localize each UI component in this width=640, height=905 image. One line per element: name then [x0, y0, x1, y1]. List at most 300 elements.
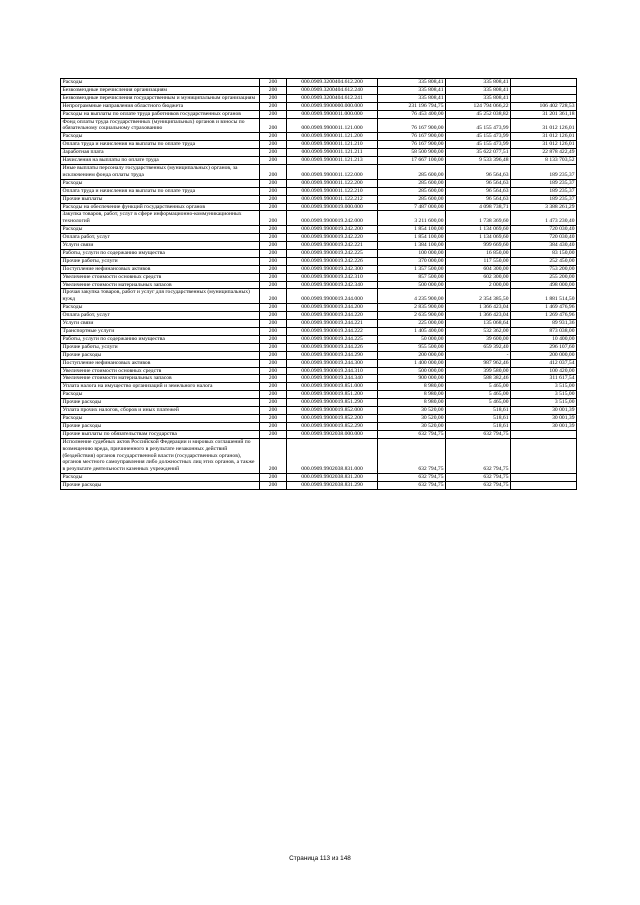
row-approved-cell: 285 600,00: [378, 179, 446, 187]
row-approved-cell: 200 000,00: [378, 351, 446, 359]
row-code-cell: 200: [260, 438, 287, 474]
row-approved-cell: 1 854 100,00: [378, 226, 446, 234]
row-approved-cell: 632 794,75: [378, 482, 446, 490]
row-remaining-cell: 189 235,37: [511, 179, 577, 187]
row-remaining-cell: [511, 474, 577, 482]
row-name-cell: Иные выплаты персоналу государственных (муниципальных) органов, за исключением фонда оплаты труда: [61, 164, 260, 179]
row-classification-cell: 000.0909.9900019.242.300: [287, 265, 378, 273]
row-classification-cell: 000.0909.9900019.851.290: [287, 399, 378, 407]
row-remaining-cell: 10 400,00: [511, 335, 577, 343]
row-name-cell: Прочие расходы: [61, 351, 260, 359]
row-code-cell: 200: [260, 79, 287, 87]
row-name-cell: Фонд оплаты труда государственных (муниципальных) органов и взносы по обязательному социальному страхованию: [61, 118, 260, 133]
table-row: [61, 257, 577, 265]
row-executed-cell: 335 808,41: [446, 86, 511, 94]
row-remaining-cell: 296 107,60: [511, 343, 577, 351]
row-approved-cell: 30 520,00: [378, 414, 446, 422]
row-executed-cell: 35 622 077,51: [446, 149, 511, 157]
row-remaining-cell: 100 420,00: [511, 367, 577, 375]
row-executed-cell: 96 564,63: [446, 179, 511, 187]
table-row: [61, 157, 577, 165]
table-row: [61, 226, 577, 234]
table-row: [61, 133, 577, 141]
row-approved-cell: 632 794,75: [378, 438, 446, 474]
row-approved-cell: 4 235 900,00: [378, 289, 446, 304]
row-executed-cell: 632 794,75: [446, 430, 511, 438]
row-classification-cell: 000.0909.9900019.242.226: [287, 257, 378, 265]
row-approved-cell: 955 500,00: [378, 343, 446, 351]
table-row: [61, 328, 577, 336]
row-name-cell: Расходы: [61, 414, 260, 422]
table-row: [61, 94, 577, 102]
row-approved-cell: 285 600,00: [378, 187, 446, 195]
row-name-cell: Поступление нефинансовых активов: [61, 359, 260, 367]
table-row: [61, 335, 577, 343]
table-row: [61, 359, 577, 367]
table-row: [61, 102, 577, 110]
row-classification-cell: 000.0909.9900019.242.200: [287, 226, 378, 234]
budget-table: [60, 78, 577, 490]
row-name-cell: Начисления на выплаты по оплате труда: [61, 157, 260, 165]
row-executed-cell: 659 392,40: [446, 343, 511, 351]
row-remaining-cell: 30 001,39: [511, 414, 577, 422]
row-classification-cell: 000.0909.9900019.244.221: [287, 320, 378, 328]
row-approved-cell: 500 000,00: [378, 367, 446, 375]
row-approved-cell: 17 667 100,00: [378, 157, 446, 165]
row-code-cell: 200: [260, 234, 287, 242]
row-executed-cell: 1 738 369,60: [446, 211, 511, 226]
row-approved-cell: 285 600,00: [378, 164, 446, 179]
row-name-cell: Работы, услуги по содержанию имущества: [61, 249, 260, 257]
row-executed-cell: 604 300,00: [446, 265, 511, 273]
row-name-cell: Транспортные услуги: [61, 328, 260, 336]
row-code-cell: 200: [260, 482, 287, 490]
row-code-cell: 200: [260, 141, 287, 149]
row-remaining-cell: 31 012 126,01: [511, 141, 577, 149]
row-code-cell: 200: [260, 281, 287, 289]
row-classification-cell: 000.0909.9900019.244.220: [287, 312, 378, 320]
table-row: [61, 391, 577, 399]
row-executed-cell: 399 580,00: [446, 367, 511, 375]
row-classification-cell: 000.0909.9902038.831.000: [287, 438, 378, 474]
table-row: [61, 187, 577, 195]
table-row: [61, 149, 577, 157]
row-approved-cell: 2 635 900,00: [378, 312, 446, 320]
row-classification-cell: 000.0909.9900019.242.000: [287, 211, 378, 226]
row-code-cell: 200: [260, 328, 287, 336]
row-code-cell: 200: [260, 359, 287, 367]
row-classification-cell: 000.0909.9900019.852.290: [287, 422, 378, 430]
row-classification-cell: 000.0909.9900011.122.000: [287, 164, 378, 179]
table-row: [61, 343, 577, 351]
row-executed-cell: 518,61: [446, 407, 511, 415]
row-executed-cell: 602 300,00: [446, 273, 511, 281]
row-approved-cell: 231 196 794,75: [378, 102, 446, 110]
row-name-cell: Услуги связи: [61, 242, 260, 250]
row-remaining-cell: [511, 86, 577, 94]
row-classification-cell: 000.0909.9900019.244.300: [287, 359, 378, 367]
row-classification-cell: 000.0909.9900019.242.221: [287, 242, 378, 250]
row-executed-cell: 45 155 473,99: [446, 141, 511, 149]
row-code-cell: 200: [260, 102, 287, 110]
row-name-cell: Прочие расходы: [61, 482, 260, 490]
row-code-cell: 200: [260, 335, 287, 343]
row-name-cell: Услуги связи: [61, 320, 260, 328]
row-code-cell: 200: [260, 399, 287, 407]
row-name-cell: Увеличение стоимости основных средств: [61, 367, 260, 375]
row-remaining-cell: 1 469 476,96: [511, 304, 577, 312]
row-approved-cell: 58 500 900,00: [378, 149, 446, 157]
row-remaining-cell: 3 515,00: [511, 383, 577, 391]
row-code-cell: 200: [260, 187, 287, 195]
row-name-cell: Непрограммные направления областного бюджета: [61, 102, 260, 110]
table-row: [61, 312, 577, 320]
row-classification-cell: 000.0909.9900019.244.225: [287, 335, 378, 343]
row-executed-cell: 632 794,75: [446, 474, 511, 482]
row-approved-cell: 285 600,00: [378, 195, 446, 203]
row-code-cell: 200: [260, 257, 287, 265]
row-remaining-cell: 412 037,54: [511, 359, 577, 367]
row-approved-cell: 76 167 900,00: [378, 133, 446, 141]
table-row: [61, 289, 577, 304]
row-name-cell: Увеличение стоимости материальных запасов: [61, 375, 260, 383]
row-executed-cell: 1 366 423,04: [446, 312, 511, 320]
row-remaining-cell: [511, 438, 577, 474]
row-executed-cell: 9 533 396,48: [446, 157, 511, 165]
row-approved-cell: 500 000,00: [378, 281, 446, 289]
row-name-cell: Поступление нефинансовых активов: [61, 265, 260, 273]
row-approved-cell: 370 000,00: [378, 257, 446, 265]
table-row: [61, 430, 577, 438]
row-remaining-cell: 3 388 261,29: [511, 203, 577, 211]
row-approved-cell: 1 854 100,00: [378, 234, 446, 242]
row-approved-cell: 7 487 000,00: [378, 203, 446, 211]
row-executed-cell: 632 794,75: [446, 438, 511, 474]
table-row: [61, 110, 577, 118]
row-remaining-cell: 30 001,39: [511, 422, 577, 430]
table-row: [61, 438, 577, 474]
row-classification-cell: 000.0909.9900019.244.310: [287, 367, 378, 375]
row-approved-cell: 225 000,00: [378, 320, 446, 328]
row-code-cell: 200: [260, 94, 287, 102]
row-approved-cell: 632 794,75: [378, 474, 446, 482]
row-executed-cell: 96 564,63: [446, 164, 511, 179]
row-approved-cell: 30 520,00: [378, 422, 446, 430]
row-approved-cell: 76 167 900,00: [378, 141, 446, 149]
row-executed-cell: 45 155 473,99: [446, 133, 511, 141]
table-row: [61, 367, 577, 375]
row-remaining-cell: 873 038,00: [511, 328, 577, 336]
row-remaining-cell: 189 235,37: [511, 164, 577, 179]
row-classification-cell: 000.0909.9900019.852.000: [287, 407, 378, 415]
row-code-cell: 200: [260, 391, 287, 399]
row-executed-cell: 1 134 069,60: [446, 234, 511, 242]
row-executed-cell: 117 550,00: [446, 257, 511, 265]
row-approved-cell: 100 000,00: [378, 249, 446, 257]
table-row: [61, 399, 577, 407]
table-row: [61, 179, 577, 187]
row-approved-cell: 8 980,00: [378, 399, 446, 407]
row-approved-cell: 857 500,00: [378, 273, 446, 281]
row-name-cell: Прочие выплаты по обязательствам государства: [61, 430, 260, 438]
row-name-cell: Прочие расходы: [61, 399, 260, 407]
row-remaining-cell: 3 515,00: [511, 391, 577, 399]
row-executed-cell: 135 068,64: [446, 320, 511, 328]
row-executed-cell: 335 808,41: [446, 79, 511, 87]
row-executed-cell: 5 465,00: [446, 399, 511, 407]
row-remaining-cell: 31 201 361,18: [511, 110, 577, 118]
row-code-cell: 200: [260, 304, 287, 312]
row-name-cell: Увеличение стоимости материальных запасов: [61, 281, 260, 289]
table-row: [61, 164, 577, 179]
row-code-cell: 200: [260, 149, 287, 157]
row-remaining-cell: 753 200,00: [511, 265, 577, 273]
row-approved-cell: 335 808,41: [378, 94, 446, 102]
row-name-cell: Уплата налога на имущество организаций и земельного налога: [61, 383, 260, 391]
row-name-cell: Работы, услуги по содержанию имущества: [61, 335, 260, 343]
row-code-cell: 200: [260, 407, 287, 415]
row-classification-cell: 000.0909.3200404.612.241: [287, 94, 378, 102]
row-remaining-cell: [511, 79, 577, 87]
row-classification-cell: 000.0909.9900011.122.210: [287, 187, 378, 195]
row-classification-cell: 000.0909.9900019.242.225: [287, 249, 378, 257]
row-code-cell: 200: [260, 265, 287, 273]
row-executed-cell: 588 382,46: [446, 375, 511, 383]
row-name-cell: Прочие работы, услуги: [61, 257, 260, 265]
row-remaining-cell: 498 000,00: [511, 281, 577, 289]
row-executed-cell: 96 564,63: [446, 187, 511, 195]
row-name-cell: Оплата работ, услуг: [61, 312, 260, 320]
row-classification-cell: 000.0909.9900019.244.226: [287, 343, 378, 351]
table-row: [61, 141, 577, 149]
row-executed-cell: 45 252 038,82: [446, 110, 511, 118]
row-remaining-cell: 8 133 703,52: [511, 157, 577, 165]
row-classification-cell: 000.0909.9900011.121.210: [287, 141, 378, 149]
row-name-cell: Расходы на выплаты по оплате труда работников государственных органов: [61, 110, 260, 118]
row-code-cell: 200: [260, 289, 287, 304]
row-code-cell: 200: [260, 179, 287, 187]
row-approved-cell: 76 453 400,00: [378, 110, 446, 118]
row-classification-cell: 000.0909.3200404.612.240: [287, 86, 378, 94]
row-remaining-cell: 31 012 126,01: [511, 118, 577, 133]
row-remaining-cell: 89 931,36: [511, 320, 577, 328]
row-remaining-cell: 22 878 422,49: [511, 149, 577, 157]
row-classification-cell: 000.0909.9900019.242.220: [287, 234, 378, 242]
row-name-cell: Оплата труда и начисления на выплаты по оплате труда: [61, 187, 260, 195]
row-approved-cell: 1 405 400,00: [378, 328, 446, 336]
row-approved-cell: 900 000,00: [378, 375, 446, 383]
row-classification-cell: 000.0909.9900019.244.222: [287, 328, 378, 336]
row-name-cell: Прочие работы, услуги: [61, 343, 260, 351]
row-name-cell: Уплата прочих налогов, сборов и иных платежей: [61, 407, 260, 415]
row-name-cell: Закупка товаров, работ, услуг в сфере информационно-коммуникационных технологий: [61, 211, 260, 226]
table-row: [61, 351, 577, 359]
row-approved-cell: 335 808,41: [378, 86, 446, 94]
row-code-cell: 200: [260, 242, 287, 250]
row-approved-cell: 50 000,00: [378, 335, 446, 343]
row-name-cell: Расходы: [61, 79, 260, 87]
row-code-cell: 200: [260, 312, 287, 320]
row-remaining-cell: 384 430,40: [511, 242, 577, 250]
row-classification-cell: 000.0909.9900011.121.211: [287, 149, 378, 157]
row-executed-cell: 39 600,00: [446, 335, 511, 343]
row-remaining-cell: 31 012 126,01: [511, 133, 577, 141]
row-classification-cell: 000.0909.9900019.244.290: [287, 351, 378, 359]
row-classification-cell: 000.0909.3200404.612.200: [287, 79, 378, 87]
table-row: [61, 203, 577, 211]
table-row: [61, 422, 577, 430]
row-code-cell: 200: [260, 343, 287, 351]
row-approved-cell: 335 808,41: [378, 79, 446, 87]
row-name-cell: Исполнение судебных актов Российской Федерации и мировых соглашений по возмещению вреда, причиненного в результате незаконных действий (бездействия) органов государственной власти (государственных органов), органов местного самоуправления либо должностных лиц этих органов, а также в результате деятельности казенных учреждений: [61, 438, 260, 474]
row-classification-cell: 000.0909.9900019.242.310: [287, 273, 378, 281]
row-name-cell: Прочие выплаты: [61, 195, 260, 203]
row-remaining-cell: [511, 94, 577, 102]
row-executed-cell: 2 000,00: [446, 281, 511, 289]
row-code-cell: 200: [260, 195, 287, 203]
table-row: [61, 249, 577, 257]
row-code-cell: 200: [260, 375, 287, 383]
row-code-cell: 200: [260, 320, 287, 328]
table-row: [61, 383, 577, 391]
row-executed-cell: 999 669,60: [446, 242, 511, 250]
row-classification-cell: 000.0909.9900019.244.200: [287, 304, 378, 312]
row-approved-cell: 1 357 500,00: [378, 265, 446, 273]
row-classification-cell: 000.0909.9900019.852.200: [287, 414, 378, 422]
row-code-cell: 200: [260, 422, 287, 430]
row-code-cell: 200: [260, 474, 287, 482]
table-row: [61, 211, 577, 226]
table-row: [61, 375, 577, 383]
row-executed-cell: 2 354 385,50: [446, 289, 511, 304]
row-executed-cell: 5 465,00: [446, 391, 511, 399]
row-executed-cell: 4 098 738,71: [446, 203, 511, 211]
table-row: [61, 79, 577, 87]
row-name-cell: Расходы: [61, 391, 260, 399]
row-code-cell: 200: [260, 164, 287, 179]
row-approved-cell: 76 167 900,00: [378, 118, 446, 133]
row-approved-cell: 2 835 900,00: [378, 304, 446, 312]
row-classification-cell: 000.0909.9902038.000.000: [287, 430, 378, 438]
table-row: [61, 414, 577, 422]
row-remaining-cell: 3 515,00: [511, 399, 577, 407]
row-code-cell: 200: [260, 118, 287, 133]
table-row: [61, 242, 577, 250]
row-code-cell: 200: [260, 430, 287, 438]
row-name-cell: Заработная плата: [61, 149, 260, 157]
row-name-cell: Оплата труда и начисления на выплаты по оплате труда: [61, 141, 260, 149]
row-name-cell: Прочая закупка товаров, работ и услуг для государственных (муниципальных) нужд: [61, 289, 260, 304]
row-executed-cell: 124 794 066,22: [446, 102, 511, 110]
row-name-cell: Расходы на обеспечение функций государственных органов: [61, 203, 260, 211]
row-classification-cell: 000.0909.9900011.121.200: [287, 133, 378, 141]
row-code-cell: 200: [260, 203, 287, 211]
row-name-cell: Увеличение стоимости основных средств: [61, 273, 260, 281]
row-name-cell: Прочие расходы: [61, 422, 260, 430]
table-row: [61, 234, 577, 242]
row-code-cell: 200: [260, 367, 287, 375]
row-remaining-cell: 189 235,37: [511, 187, 577, 195]
row-approved-cell: 632 794,75: [378, 430, 446, 438]
row-name-cell: Безвозмездные перечисления организациям: [61, 86, 260, 94]
budget-table-body: [61, 79, 577, 490]
row-classification-cell: 000.0909.9900019.244.000: [287, 289, 378, 304]
row-classification-cell: 000.0909.9900011.122.212: [287, 195, 378, 203]
table-row: [61, 407, 577, 415]
row-code-cell: 200: [260, 110, 287, 118]
row-code-cell: 200: [260, 351, 287, 359]
row-classification-cell: 000.0909.9900019.851.000: [287, 383, 378, 391]
row-classification-cell: 000.0909.9900011.121.213: [287, 157, 378, 165]
table-row: [61, 320, 577, 328]
row-approved-cell: 8 980,00: [378, 391, 446, 399]
table-row: [61, 273, 577, 281]
row-classification-cell: 000.0909.9900011.000.000: [287, 110, 378, 118]
row-remaining-cell: 311 617,54: [511, 375, 577, 383]
row-name-cell: Безвозмездные перечисления государственным и муниципальным организациям: [61, 94, 260, 102]
page-footer: Страница 113 из 148: [289, 855, 351, 862]
table-row: [61, 265, 577, 273]
row-approved-cell: 8 980,00: [378, 383, 446, 391]
row-code-cell: 200: [260, 133, 287, 141]
row-classification-cell: 000.0909.9900019.000.000: [287, 203, 378, 211]
row-classification-cell: 000.0909.9900019.242.340: [287, 281, 378, 289]
row-executed-cell: 532 362,00: [446, 328, 511, 336]
row-remaining-cell: 83 150,00: [511, 249, 577, 257]
row-name-cell: Расходы: [61, 133, 260, 141]
row-classification-cell: 000.0909.9902038.831.290: [287, 482, 378, 490]
row-remaining-cell: [511, 482, 577, 490]
table-row: [61, 474, 577, 482]
row-code-cell: 200: [260, 249, 287, 257]
table-row: [61, 86, 577, 94]
row-name-cell: Расходы: [61, 474, 260, 482]
table-row: [61, 304, 577, 312]
row-executed-cell: 518,61: [446, 414, 511, 422]
row-remaining-cell: 720 030,40: [511, 226, 577, 234]
row-executed-cell: 5 465,00: [446, 383, 511, 391]
row-name-cell: Расходы: [61, 179, 260, 187]
table-row: [61, 195, 577, 203]
row-remaining-cell: [511, 430, 577, 438]
row-code-cell: 200: [260, 273, 287, 281]
row-executed-cell: 632 794,75: [446, 482, 511, 490]
row-code-cell: 200: [260, 414, 287, 422]
row-executed-cell: 335 808,41: [446, 94, 511, 102]
row-remaining-cell: 1 269 476,96: [511, 312, 577, 320]
row-code-cell: 200: [260, 383, 287, 391]
row-classification-cell: 000.0909.9900011.122.200: [287, 179, 378, 187]
row-classification-cell: 000.0909.9900011.121.000: [287, 118, 378, 133]
row-executed-cell: 16 850,00: [446, 249, 511, 257]
table-row: [61, 281, 577, 289]
table-row: [61, 118, 577, 133]
row-executed-cell: 1 134 069,60: [446, 226, 511, 234]
row-classification-cell: 000.0909.9900000.000.000: [287, 102, 378, 110]
row-executed-cell: 518,61: [446, 422, 511, 430]
row-executed-cell: 987 962,46: [446, 359, 511, 367]
row-remaining-cell: 106 402 728,53: [511, 102, 577, 110]
row-approved-cell: 1 400 000,00: [378, 359, 446, 367]
row-executed-cell: 45 155 473,99: [446, 118, 511, 133]
row-classification-cell: 000.0909.9902038.831.200: [287, 474, 378, 482]
row-executed-cell: 96 564,63: [446, 195, 511, 203]
row-name-cell: Оплата работ, услуг: [61, 234, 260, 242]
row-executed-cell: -: [446, 351, 511, 359]
row-code-cell: 200: [260, 211, 287, 226]
row-remaining-cell: 189 235,37: [511, 195, 577, 203]
row-remaining-cell: 200 000,00: [511, 351, 577, 359]
